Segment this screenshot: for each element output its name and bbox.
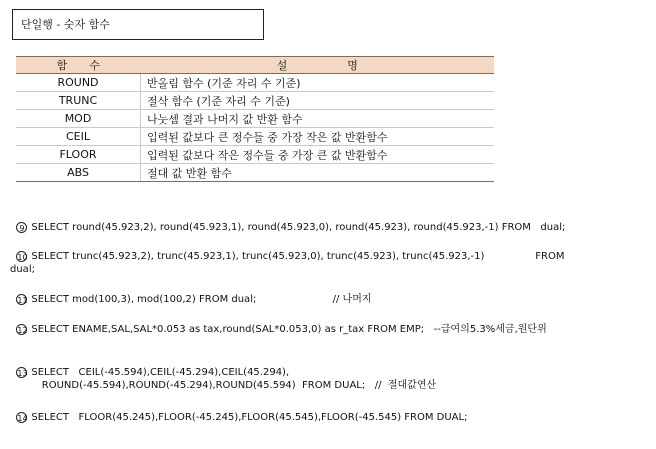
sql-example-14 xyxy=(10,398,467,424)
sql-line: dual; xyxy=(10,264,35,275)
header-description: 설명 xyxy=(141,57,495,74)
sql-line: ROUND(-45.594),ROUND(-45.294),ROUND(45.594) FROM DUAL; // 절대값연산 xyxy=(10,380,437,391)
sql-example-11 xyxy=(10,280,372,306)
header-function: 함수 xyxy=(16,57,141,74)
table-row xyxy=(16,128,494,146)
function-table xyxy=(16,56,494,182)
function-description: 입력된 값보다 큰 정수들 중 가장 작은 값 반환함수 xyxy=(141,128,495,146)
example-number-badge: 10 xyxy=(17,253,28,262)
sql-line: SELECT CEIL(-45.594),CEIL(-45.294),CEIL(45.294), xyxy=(31,367,290,378)
sql-example-10 xyxy=(10,237,564,276)
table-row xyxy=(16,146,494,164)
example-number-badge: 11 xyxy=(17,296,28,305)
table-row xyxy=(16,74,494,92)
function-description: 나눗셈 결과 나머지 값 반환 함수 xyxy=(141,110,495,128)
page-title: 단일행 - 숫자 함수 xyxy=(12,9,264,40)
table-header-row xyxy=(16,57,494,74)
function-name: ROUND xyxy=(16,74,141,92)
example-number-badge: 13 xyxy=(17,369,28,378)
function-description: 입력된 값보다 작은 정수들 중 가장 큰 값 반환함수 xyxy=(141,146,495,164)
function-description: 절삭 함수 (기준 자리 수 기준) xyxy=(141,92,495,110)
function-name: TRUNC xyxy=(16,92,141,110)
sql-line: SELECT mod(100,3), mod(100,2) FROM dual; // 나머지 xyxy=(31,294,372,305)
function-name: FLOOR xyxy=(16,146,141,164)
table-row xyxy=(16,164,494,182)
sql-line: SELECT ENAME,SAL,SAL*0.053 as tax,round(SAL*0.053,0) as r_tax FROM EMP; --급여의5.3%세금,원단위 xyxy=(31,324,547,335)
sql-line: SELECT round(45.923,2), round(45.923,1), round(45.923,0), round(45.923), round(45.923,-1) FROM dual; xyxy=(31,222,566,233)
sql-line: SELECT FLOOR(45.245),FLOOR(-45.245),FLOOR(45.545),FLOOR(-45.545) FROM DUAL; xyxy=(31,412,468,423)
example-number-badge: 12 xyxy=(17,326,28,335)
sql-line: SELECT trunc(45.923,2), trunc(45.923,1), trunc(45.923,0), trunc(45.923), trunc(45.923,-1) FROM xyxy=(31,251,565,262)
function-name: ABS xyxy=(16,164,141,182)
function-name: MOD xyxy=(16,110,141,128)
table-row xyxy=(16,110,494,128)
function-name: CEIL xyxy=(16,128,141,146)
sql-example-12 xyxy=(10,310,547,336)
sql-example-13 xyxy=(10,353,436,392)
example-number-badge: 14 xyxy=(17,414,28,423)
sql-example-9 xyxy=(10,208,565,234)
example-number-badge: 9 xyxy=(16,222,27,233)
table-row xyxy=(16,92,494,110)
function-description: 반올림 함수 (기준 자리 수 기준) xyxy=(141,74,495,92)
function-description: 절대 값 반환 함수 xyxy=(141,164,495,182)
